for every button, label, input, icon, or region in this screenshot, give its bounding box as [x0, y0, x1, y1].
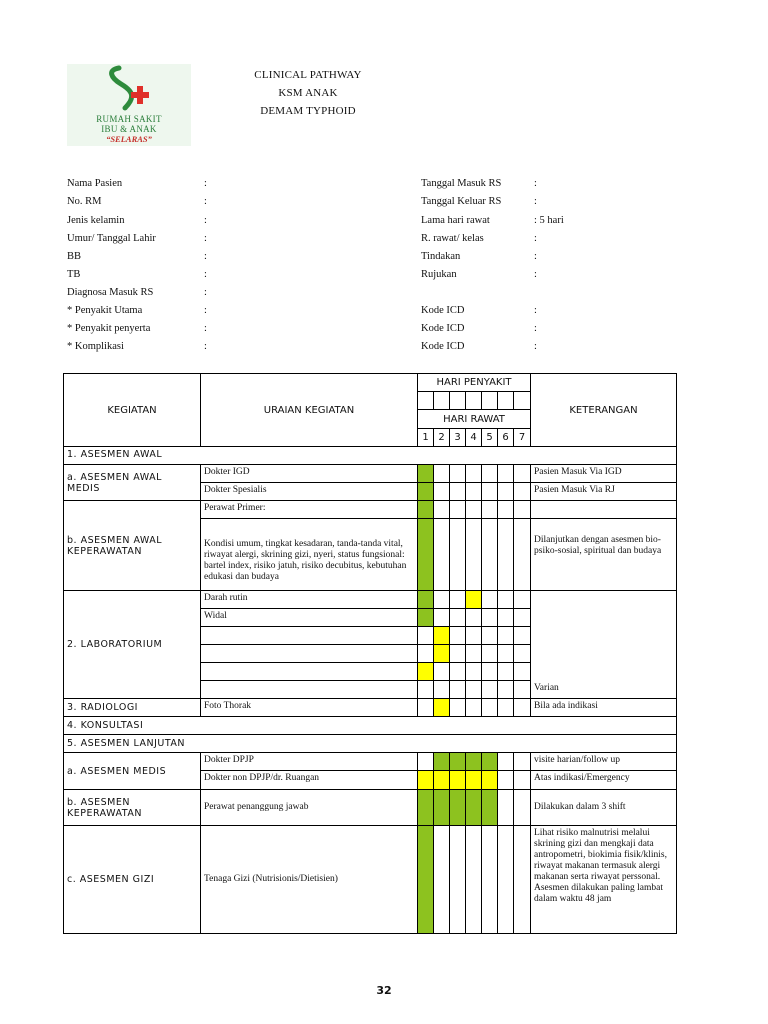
day-cell — [417, 789, 434, 826]
group-asesmen-medis: a. ASESMEN MEDIS — [63, 752, 201, 790]
hari-penyakit-cell — [513, 391, 531, 410]
label-tanggal-masuk: Tanggal Masuk RS — [421, 178, 502, 189]
label-penyakit-penyerta: * Penyakit penyerta — [67, 323, 151, 334]
header-uraian-kegiatan: URAIAN KEGIATAN — [200, 373, 418, 447]
day-cell — [465, 626, 482, 645]
day-cell — [513, 770, 531, 790]
day-cell — [433, 500, 450, 519]
day-cell — [433, 626, 450, 645]
uraian-cell — [200, 662, 418, 681]
day-cell — [513, 698, 531, 717]
day-cell — [417, 770, 434, 790]
day-cell — [449, 825, 466, 934]
day-cell — [497, 680, 514, 699]
hari-penyakit-cell — [481, 391, 498, 410]
day-number: 5 — [481, 428, 498, 447]
hari-penyakit-cell — [497, 391, 514, 410]
section-asesmen-awal: 1. ASESMEN AWAL — [63, 446, 677, 465]
separator: : — [204, 196, 207, 207]
value-kode-icd: : — [534, 341, 537, 352]
day-cell — [465, 644, 482, 663]
label-jenis-kelamin: Jenis kelamin — [67, 215, 125, 226]
day-cell — [433, 464, 450, 483]
day-cell — [417, 464, 434, 483]
day-cell — [465, 482, 482, 501]
separator: : — [204, 323, 207, 334]
group-laboratorium: 2. LABORATORIUM — [63, 590, 201, 699]
label-penyakit-utama: * Penyakit Utama — [67, 305, 143, 316]
day-cell — [481, 626, 498, 645]
day-cell — [481, 482, 498, 501]
day-cell — [497, 500, 514, 519]
separator: : — [204, 305, 207, 316]
separator: : — [204, 233, 207, 244]
day-cell — [417, 752, 434, 771]
day-cell — [417, 608, 434, 627]
day-cell — [481, 608, 498, 627]
label-no-rm: No. RM — [67, 196, 102, 207]
day-cell — [417, 500, 434, 519]
day-cell — [481, 698, 498, 717]
day-cell — [513, 626, 531, 645]
day-cell — [433, 662, 450, 681]
day-number: 1 — [417, 428, 434, 447]
day-cell — [497, 518, 514, 591]
day-cell — [513, 644, 531, 663]
separator: : — [204, 341, 207, 352]
day-cell — [465, 464, 482, 483]
day-cell — [433, 770, 450, 790]
separator: : — [204, 287, 207, 298]
uraian-cell: Dokter IGD — [200, 464, 418, 483]
uraian-cell: Perawat Primer: — [200, 500, 418, 519]
keterangan-cell: Pasien Masuk Via RJ — [530, 482, 677, 501]
day-number: 7 — [513, 428, 531, 447]
day-cell — [465, 770, 482, 790]
hari-penyakit-cell — [465, 391, 482, 410]
document-title: CLINICAL PATHWAY — [254, 69, 362, 81]
day-cell — [497, 482, 514, 501]
header-hari-penyakit: HARI PENYAKIT — [417, 373, 531, 392]
logo-text-line3: “SELARAS” — [106, 134, 152, 144]
label-bb: BB — [67, 251, 82, 262]
uraian-cell: Kondisi umum, tingkat kesadaran, tanda-tanda vital, riwayat alergi, skrining gizi, nyeri, status fungsional: bartel index, risiko jatuh, risiko decubitus, kebutuhan edukasi dan budaya — [200, 518, 418, 591]
keterangan-cell: Atas indikasi/Emergency — [530, 770, 677, 790]
day-cell — [497, 698, 514, 717]
uraian-cell: Foto Thorak — [200, 698, 418, 717]
day-cell — [481, 680, 498, 699]
day-cell — [465, 662, 482, 681]
logo-text-line2: IBU & ANAK — [101, 124, 157, 134]
day-cell — [465, 752, 482, 771]
group-radiologi: 3. RADIOLOGI — [63, 698, 201, 717]
day-cell — [513, 500, 531, 519]
separator: : — [204, 269, 207, 280]
day-cell — [433, 644, 450, 663]
day-cell — [481, 662, 498, 681]
day-cell — [449, 752, 466, 771]
day-cell — [481, 644, 498, 663]
uraian-cell: Tenaga Gizi (Nutrisionis/Dietisien) — [200, 825, 418, 934]
day-cell — [465, 680, 482, 699]
day-cell — [465, 590, 482, 609]
day-cell — [465, 500, 482, 519]
day-cell — [513, 789, 531, 826]
document-subtitle-ksm: KSM ANAK — [278, 87, 338, 99]
label-komplikasi: * Komplikasi — [67, 341, 124, 352]
uraian-cell: Darah rutin — [200, 590, 418, 609]
uraian-cell — [200, 626, 418, 645]
day-cell — [497, 662, 514, 681]
hospital-logo — [67, 64, 191, 146]
day-cell — [481, 825, 498, 934]
label-tb: TB — [67, 269, 81, 280]
group-asesmen-keperawatan: b. ASESMEN KEPERAWATAN — [63, 789, 201, 826]
uraian-cell: Perawat penanggung jawab — [200, 789, 418, 826]
section-konsultasi: 4. KONSULTASI — [63, 716, 677, 735]
label-kode-icd: Kode ICD — [421, 305, 465, 316]
day-cell — [449, 698, 466, 717]
day-cell — [497, 626, 514, 645]
clinical-pathway-table — [64, 374, 678, 935]
separator: : — [204, 178, 207, 189]
uraian-cell: Dokter Spesialis — [200, 482, 418, 501]
value-tanggal-masuk: : — [534, 178, 537, 189]
label-diagnosa-masuk: Diagnosa Masuk RS — [67, 287, 154, 298]
day-cell — [513, 825, 531, 934]
day-cell — [417, 518, 434, 591]
group-asesmen-awal-keperawatan: b. ASESMEN AWAL KEPERAWATAN — [63, 500, 201, 591]
keterangan-cell: Bila ada indikasi — [530, 698, 677, 717]
value-tanggal-keluar: : — [534, 196, 537, 207]
day-cell — [465, 789, 482, 826]
value-rujukan: : — [534, 269, 537, 280]
label-tanggal-keluar: Tanggal Keluar RS — [421, 196, 502, 207]
day-cell — [449, 662, 466, 681]
day-cell — [513, 482, 531, 501]
day-cell — [481, 752, 498, 771]
keterangan-cell: Lihat risiko malnutrisi melalui skrining gizi dan mengkaji data antropometri, biokimia fisik/klinis, riwayat makanan termasuk alergi makanan serta riwayat perssonal. Asesmen dilakukan paling lambat dalam waktu 48 jam — [530, 825, 677, 934]
day-cell — [449, 626, 466, 645]
uraian-cell — [200, 644, 418, 663]
day-cell — [465, 698, 482, 717]
day-cell — [449, 789, 466, 826]
hari-penyakit-cell — [433, 391, 450, 410]
day-cell — [497, 590, 514, 609]
day-cell — [481, 464, 498, 483]
document-subtitle-diagnosis: DEMAM TYPHOID — [260, 105, 356, 117]
uraian-cell: Dokter non DPJP/dr. Ruangan — [200, 770, 418, 790]
group-asesmen-awal-medis: a. ASESMEN AWAL MEDIS — [63, 464, 201, 501]
keterangan-cell: visite harian/follow up — [530, 752, 677, 771]
day-cell — [497, 608, 514, 627]
keterangan-cell: Varian — [530, 590, 677, 699]
uraian-cell: Widal — [200, 608, 418, 627]
day-cell — [497, 825, 514, 934]
day-cell — [497, 789, 514, 826]
day-cell — [497, 752, 514, 771]
keterangan-cell: Pasien Masuk Via IGD — [530, 464, 677, 483]
hari-penyakit-cell — [417, 391, 434, 410]
value-lama-hari-rawat: : 5 hari — [534, 215, 564, 226]
day-cell — [465, 518, 482, 591]
label-lama-hari-rawat: Lama hari rawat — [421, 215, 490, 226]
day-cell — [481, 518, 498, 591]
day-cell — [513, 590, 531, 609]
label-ruang-rawat: R. rawat/ kelas — [421, 233, 484, 244]
day-cell — [449, 770, 466, 790]
page-number: 32 — [376, 984, 392, 997]
uraian-cell — [200, 680, 418, 699]
day-number: 4 — [465, 428, 482, 447]
day-cell — [465, 608, 482, 627]
keterangan-cell: Dilanjutkan dengan asesmen bio-psiko-sosial, spiritual dan budaya — [530, 500, 677, 591]
day-cell — [433, 680, 450, 699]
day-cell — [481, 770, 498, 790]
day-cell — [417, 680, 434, 699]
label-kode-icd: Kode ICD — [421, 323, 465, 334]
section-asesmen-lanjutan: 5. ASESMEN LANJUTAN — [63, 734, 677, 753]
day-cell — [433, 518, 450, 591]
day-cell — [513, 518, 531, 591]
label-kode-icd: Kode ICD — [421, 341, 465, 352]
day-cell — [433, 789, 450, 826]
label-tindakan: Tindakan — [421, 251, 461, 262]
day-cell — [449, 500, 466, 519]
separator: : — [204, 215, 207, 226]
day-cell — [497, 770, 514, 790]
hari-penyakit-cell — [449, 391, 466, 410]
day-cell — [417, 698, 434, 717]
value-tindakan: : — [534, 251, 537, 262]
day-cell — [513, 752, 531, 771]
day-cell — [513, 464, 531, 483]
day-cell — [433, 825, 450, 934]
day-cell — [433, 608, 450, 627]
logo-text-line1: RUMAH SAKIT — [96, 114, 162, 124]
label-nama-pasien: Nama Pasien — [67, 178, 123, 189]
day-cell — [497, 464, 514, 483]
day-cell — [481, 500, 498, 519]
day-cell — [417, 482, 434, 501]
day-cell — [513, 662, 531, 681]
value-kode-icd: : — [534, 305, 537, 316]
header-kegiatan: KEGIATAN — [63, 373, 201, 447]
day-number: 2 — [433, 428, 450, 447]
day-cell — [449, 608, 466, 627]
day-number: 3 — [449, 428, 466, 447]
day-cell — [417, 590, 434, 609]
header-keterangan: KETERANGAN — [530, 373, 677, 447]
day-cell — [449, 518, 466, 591]
value-ruang-rawat: : — [534, 233, 537, 244]
day-cell — [481, 789, 498, 826]
day-cell — [497, 644, 514, 663]
day-cell — [513, 680, 531, 699]
day-cell — [449, 680, 466, 699]
day-cell — [417, 825, 434, 934]
keterangan-cell: Dilakukan dalam 3 shift — [530, 789, 677, 826]
day-cell — [417, 662, 434, 681]
day-cell — [513, 608, 531, 627]
day-cell — [449, 590, 466, 609]
separator: : — [204, 251, 207, 262]
label-rujukan: Rujukan — [421, 269, 457, 280]
day-cell — [433, 752, 450, 771]
day-cell — [481, 590, 498, 609]
day-cell — [465, 825, 482, 934]
day-cell — [433, 482, 450, 501]
day-number: 6 — [497, 428, 514, 447]
day-cell — [449, 644, 466, 663]
value-kode-icd: : — [534, 323, 537, 334]
header-hari-rawat: HARI RAWAT — [417, 409, 531, 429]
group-asesmen-gizi: c. ASESMEN GIZI — [63, 825, 201, 934]
day-cell — [433, 698, 450, 717]
day-cell — [449, 464, 466, 483]
day-cell — [417, 644, 434, 663]
label-umur: Umur/ Tanggal Lahir — [67, 233, 156, 244]
day-cell — [417, 626, 434, 645]
uraian-cell: Dokter DPJP — [200, 752, 418, 771]
day-cell — [433, 590, 450, 609]
day-cell — [449, 482, 466, 501]
